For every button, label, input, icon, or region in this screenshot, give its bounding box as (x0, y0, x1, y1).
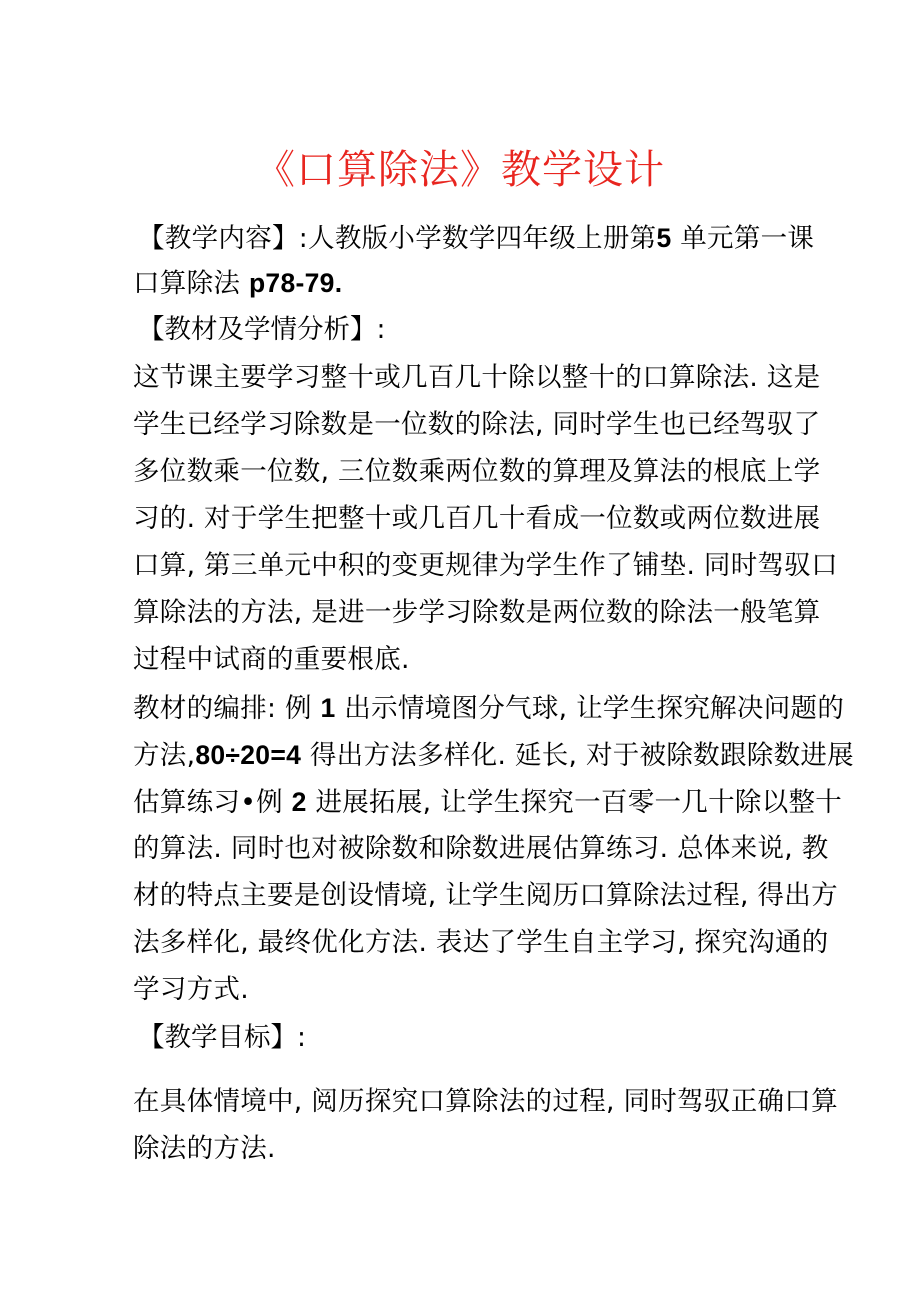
unit-number: 5 (656, 223, 672, 253)
example-number: 2 (291, 787, 307, 817)
content-line-2 (133, 263, 342, 304)
p2-text: 估算练习•例 (133, 787, 283, 818)
analysis-p1-line: 习的. 对于学生把整十或几百几十看成一位数或两位数进展 (133, 503, 821, 534)
document-title: 《口算除法》教学设计 (255, 147, 665, 193)
analysis-p2-line: 的算法. 同时也对被除数和除数进展估算练习. 总体来说, 教 (133, 833, 829, 864)
equation: 80÷20=4 (195, 740, 302, 770)
p2-text: 方法, (133, 740, 196, 771)
analysis-p2-line: 学习方式. (133, 974, 249, 1005)
content-text: 人教版小学数学四年级上册第 (308, 223, 657, 254)
analysis-p2-line-1 (133, 688, 844, 729)
analysis-p1-line: 算除法的方法, 是进一步学习除数是两位数的除法一般笔算 (133, 597, 821, 628)
p2-text: 得出方法多样化. 延长, 对于被除数跟除数进展 (309, 740, 854, 771)
page-range: p78-79. (248, 268, 343, 298)
analysis-heading: 【教材及学情分析】: (138, 314, 386, 345)
p2-text: 教材的编排: 例 (133, 693, 312, 724)
analysis-p1-line: 口算, 第三单元中积的变更规律为学生作了铺垫. 同时驾驭口 (133, 550, 838, 581)
analysis-p1-line: 学生已经学习除数是一位数的除法, 同时学生也已经驾驭了 (133, 409, 821, 440)
analysis-p2-line-2 (133, 735, 854, 776)
analysis-p1-line: 多位数乘一位数, 三位数乘两位数的算理及算法的根底上学 (133, 456, 821, 487)
content-line-1 (138, 218, 814, 259)
analysis-p2-line-3 (133, 782, 842, 823)
p2-text: 出示情境图分气球, 让学生探究解决问题的 (344, 693, 845, 724)
content-text-2: 口算除法 (133, 268, 241, 299)
analysis-p2-line: 法多样化, 最终优化方法. 表达了学生自主学习, 探究沟通的 (133, 927, 829, 958)
goals-line: 在具体情境中, 阅历探究口算除法的过程, 同时驾驭正确口算 (133, 1086, 838, 1117)
content-heading: 【教学内容】: (138, 223, 309, 254)
analysis-p1-line: 这节课主要学习整十或几百几十除以整十的口算除法. 这是 (133, 362, 821, 393)
goals-line: 除法的方法. (133, 1133, 276, 1164)
goals-heading: 【教学目标】: (138, 1022, 306, 1053)
example-number: 1 (320, 693, 336, 723)
p2-text: 进展拓展, 让学生探究一百零一几十除以整十 (315, 787, 843, 818)
analysis-p2-line: 材的特点主要是创设情境, 让学生阅历口算除法过程, 得出方 (133, 880, 838, 911)
content-text-end: 单元第一课 (680, 223, 815, 254)
analysis-p1-line: 过程中试商的重要根底. (133, 644, 410, 675)
